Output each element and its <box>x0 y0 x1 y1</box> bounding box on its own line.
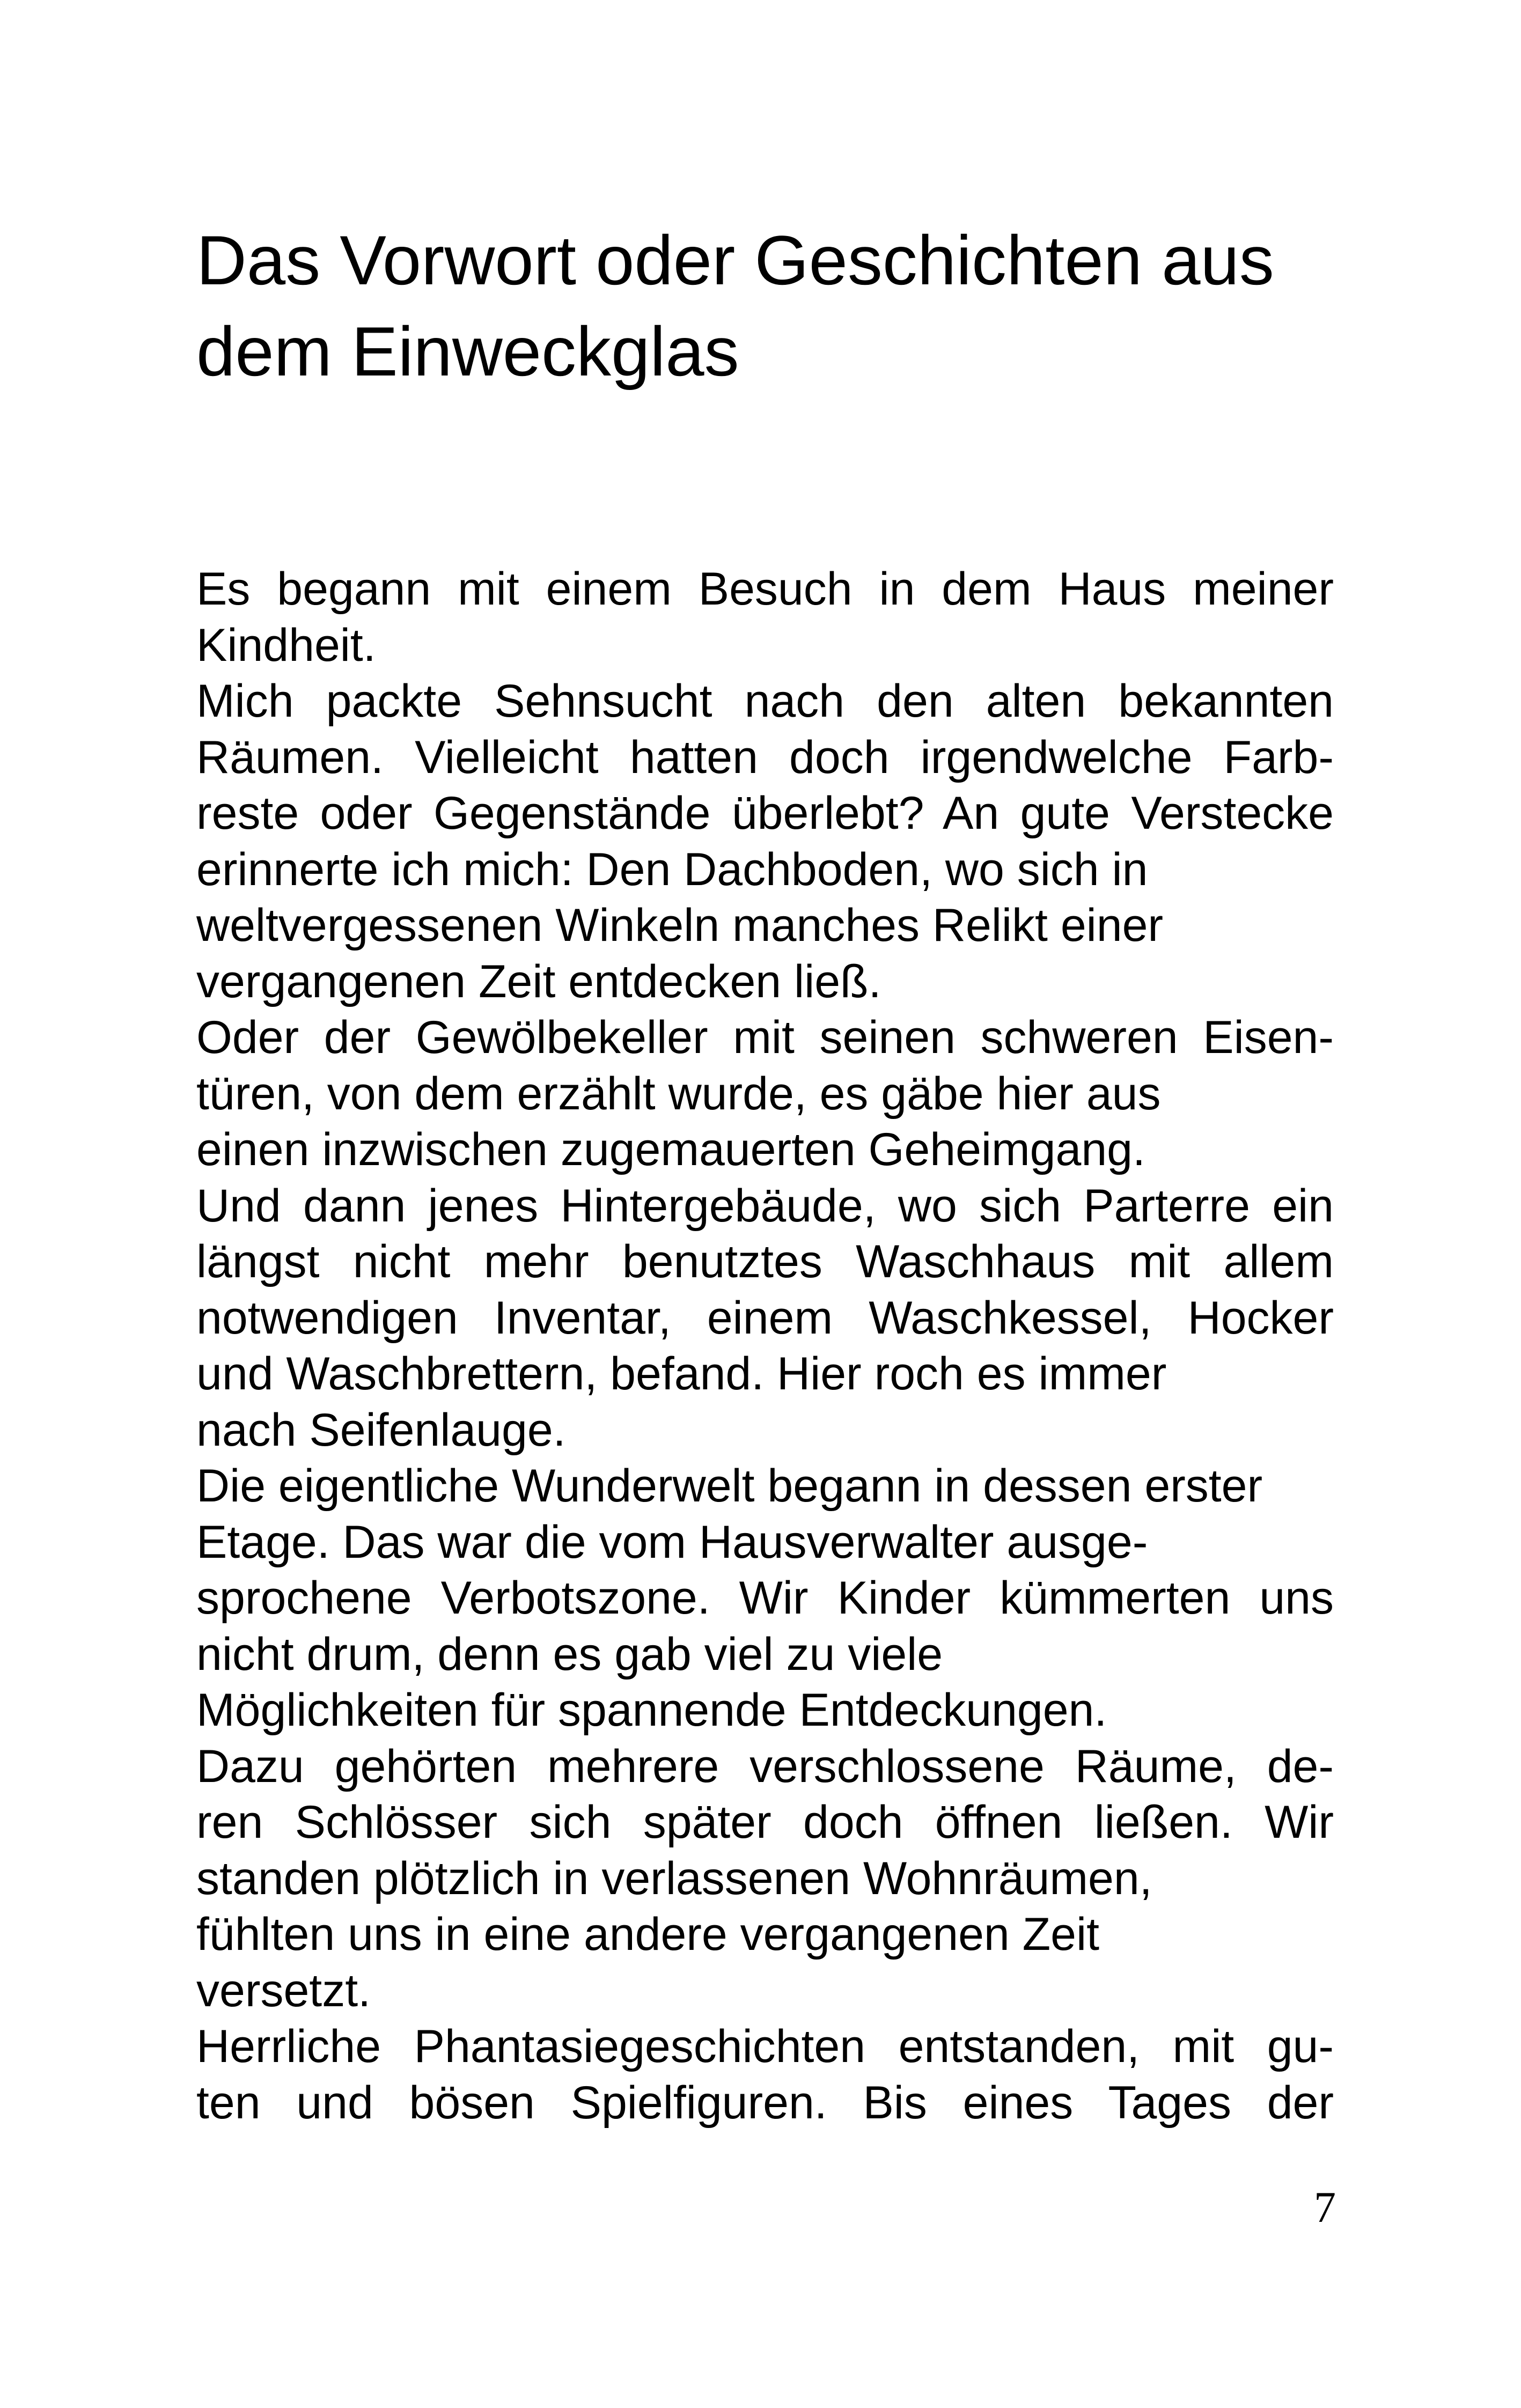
text-line: ren Schlösser sich später doch öffnen ließen. Wir <box>196 1796 1334 1848</box>
body-paragraphs <box>196 561 1334 2131</box>
text-line: Dazu gehörten mehrere verschlossene Räume, de- <box>196 1740 1334 1792</box>
text-line: Räumen. Vielleicht hatten doch irgendwelche Farb- <box>196 731 1334 783</box>
text-line: erinnerte ich mich: Den Dachboden, wo sich in <box>196 843 1148 895</box>
text-line: Kindheit. <box>196 619 376 671</box>
text-line: einen inzwischen zugemauerten Geheimgang. <box>196 1124 1145 1175</box>
text-line: versetzt. <box>196 1964 371 2016</box>
text-line: Und dann jenes Hintergebäude, wo sich Parterre ein <box>196 1180 1334 1232</box>
text-line: ten und bösen Spielfiguren. Bis eines Tages der <box>196 2076 1334 2129</box>
page-number: 7 <box>1314 2183 1336 2232</box>
text-line: Herrliche Phantasiegeschichten entstanden, mit gu- <box>196 2021 1334 2072</box>
text-line: Oder der Gewölbekeller mit seinen schweren Eisen- <box>196 1012 1334 1063</box>
text-line: Mich packte Sehnsucht nach den alten bekannten <box>196 675 1334 727</box>
text-line: nicht drum, denn es gab viel zu viele <box>196 1628 943 1680</box>
chapter-title-line: Das Vorwort oder Geschichten aus <box>196 221 1274 299</box>
text-line: und Waschbrettern, befand. Hier roch es immer <box>196 1348 1167 1400</box>
text-line: Die eigentliche Wunderwelt begann in dessen erster <box>196 1460 1263 1512</box>
text-line: nach Seifenlauge. <box>196 1404 566 1456</box>
text-line: Etage. Das war die vom Hausverwalter ausge- <box>196 1516 1148 1568</box>
chapter-title-line: dem Einweckglas <box>196 312 739 391</box>
text-line: weltvergessenen Winkeln manches Relikt einer <box>196 900 1164 951</box>
text-line: Möglichkeiten für spannende Entdeckungen. <box>196 1684 1107 1736</box>
text-line: fühlten uns in eine andere vergangenen Zeit <box>196 1909 1100 1960</box>
text-line: vergangenen Zeit entdecken ließ. <box>196 955 881 1007</box>
text-line: Es begann mit einem Besuch in dem Haus meiner <box>196 563 1334 615</box>
text-line: längst nicht mehr benutztes Waschhaus mit allem <box>196 1236 1334 1287</box>
chapter-title <box>196 215 1334 397</box>
text-line: türen, von dem erzählt wurde, es gäbe hier aus <box>196 1067 1161 1120</box>
text-line: standen plötzlich in verlassenen Wohnräumen, <box>196 1852 1152 1904</box>
text-line: reste oder Gegenstände überlebt? An gute Verstecke <box>196 787 1334 839</box>
text-line: notwendigen Inventar, einem Waschkessel, Hocker <box>196 1292 1334 1344</box>
text-line: sprochene Verbotszone. Wir Kinder kümmerten uns <box>196 1572 1334 1624</box>
